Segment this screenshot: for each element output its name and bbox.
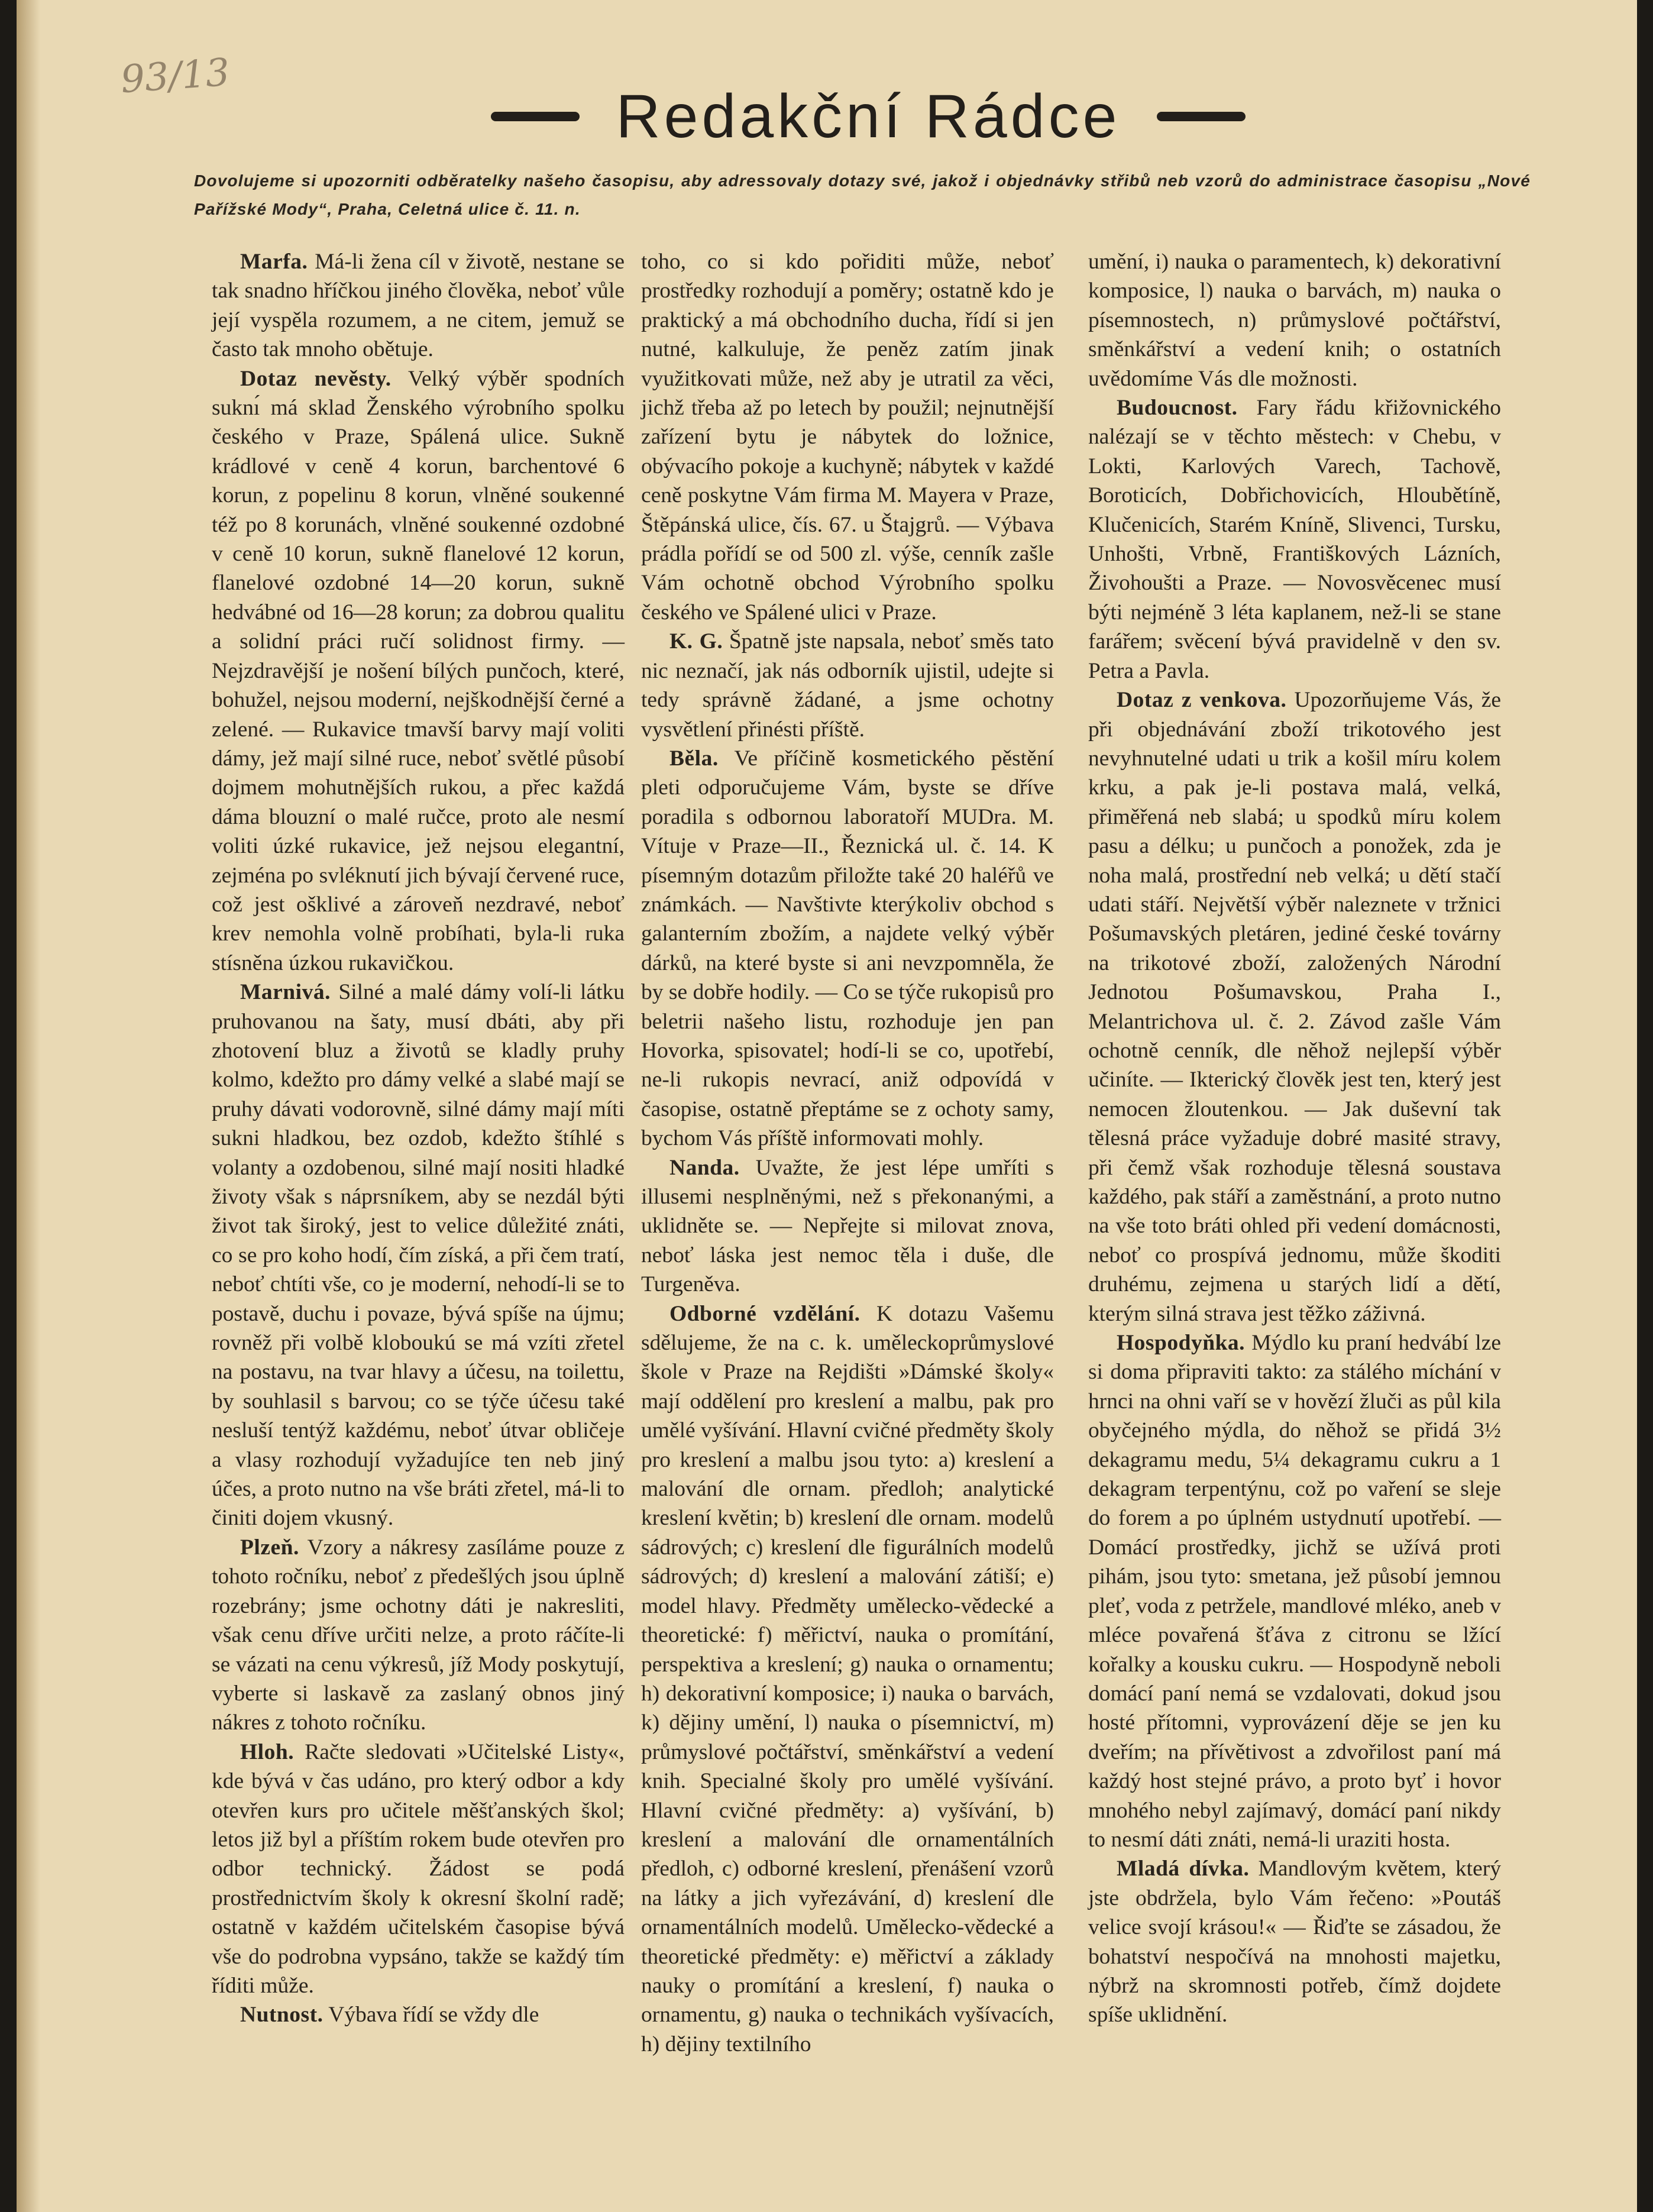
answer-paragraph	[212, 978, 625, 1533]
answer-paragraph	[1088, 247, 1501, 393]
answer-paragraph	[641, 1299, 1054, 2059]
answer-heading: Hloh.	[240, 1739, 295, 1764]
column-1	[212, 247, 625, 2030]
answer-heading: K. G.	[669, 629, 723, 654]
answer-heading: Nutnost.	[240, 2003, 324, 2027]
handwritten-page-mark: 93/13	[119, 50, 231, 102]
answer-paragraph	[212, 364, 625, 978]
answer-heading: Dotaz z venkova.	[1117, 688, 1287, 713]
answer-text: Uvažte, že jest lépe umříti s illusemi nesplněnými, než s překonanými, a uklidněte se. — Nepřejte si milovat znova, neboť láska jest nemoc těla i duše, dle Turgeněva.	[641, 1155, 1054, 1297]
answer-heading: Hospodyňka.	[1117, 1331, 1246, 1356]
answer-text: Fary řádu křižovnického nalézají se v těchto městech: v Chebu, v Lokti, Karlových Varech, Tachově, Boroticích, Dobřichovicích, Hloubětíně, Klučenicích, Starém Kníně, Slivenci, Tursku, Unhošti, Vrbně, Františkových Lázních, Živohoušti a Praze. — Novosvěcenec musí býti nejméně 3 léta kaplanem, než-li se stane farářem; svěcení bývá pravidelně v den sv. Petra a Pavla.	[1088, 396, 1501, 683]
answer-heading: Plzeň.	[240, 1535, 299, 1560]
editorial-notice: Dovolujeme si upozorniti odběratelky našeho časopisu, aby adressovaly dotazy své, jakož i objednávky střibů neb vzorů do administrace časopisu „Nové Pařížské Mody“, Praha, Celetná ulice č. 11. n.	[194, 172, 1531, 218]
answer-text: Silné a malé dámy volí-li látku pruhovanou na šaty, musí dbáti, aby při zhotovení bluz a životů se kladly pruhy kolmo, kdežto pro dámy velké a slabé mají se pruhy dávati vodorovně, silné dámy mají míti sukni hladkou, bez ozdob, kdežto štíhlé s volanty a ozdobenou, silné mají nositi hladké životy však s náprsníkem, aby se nezdál býti život tak široký, jest to velice důležité znáti, co se pro koho hodí, čím získá, a při čem tratí, neboť chtíti vše, co je moderní, nehodí-li se to postavě, duchu i povaze, bývá spíše na újmu; rovněž při volbě kloboukú se má vzíti zřetel na postavu, na tvar hlavy a účesu, na toilettu, by souhlasil s barvou; co se týče účesu také nesluší tentýž každému, neboť útvar obličeje a vlasy rozhodují vyžadujíce ten neb jiný účes, a proto nutno na vše bráti zřetel, má-li to činiti dojem vkusný.	[212, 980, 625, 1531]
answer-paragraph	[212, 1533, 625, 1738]
answer-text: Má-li žena cíl v životě, nestane se tak snadno hříčkou jiného člověka, neboť vůle její vyspěla rozumem, a ne citem, jemuž se často tak mnoho obětuje.	[212, 250, 625, 362]
answer-text: toho, co si kdo pořiditi může, neboť prostředky rozhodují a poměry; ostatně kdo je praktický a má obchodního ducha, řídí si jen nutné, kalkuluje, že peněz zatím jinak využitkovati může, než aby je utratil za věci, jichž třeba až po letech by použil; nejnutnější zařízení bytu je nábytek do ložnice, obývacího pokoje a kuchyně; nábytek v každé ceně poskytne Vám firma M. Mayera v Praze, Štěpánská ulice, čís. 67. u Štajgrů. — Výbava prádla pořídí se od 500 zl. výše, cenník zašle Vám ochotně obchod Výrobního spolku českého ve Spálené ulici v Praze.	[641, 250, 1054, 625]
answer-text: K dotazu Vašemu sdělujeme, že na c. k. uměleckoprůmyslové škole v Praze na Rejdišti »Dámské školy« mají oddělení pro kreslení a malbu, pak pro umělé vyšívání. Hlavní cvičné předměty školy pro kreslení a malbu jsou tyto: a) kreslení a malování dle ornam. předloh; analytické kreslení květin; b) kreslení dle ornam. modelů sádrových; c) kreslení dle figurálních modelů sádrových; d) kreslení a malování zátiší; e) model hlavy. Předměty umělecko-vědecké a theoretické: f) měřictví, nauka o promítání, perspektiva a kreslení; g) nauka o ornamentu; h) dekorativní komposice; i) nauka o barvách, k) dějiny umění, l) nauka o písemnictví, m) průmyslové počtářství, směnkářství a vedení knih. Specialné školy pro umělé vyšívání. Hlavní cvičné předměty: a) vyšívání, b) kreslení a malování dle ornamentálních předloh, c) odborné kreslení, přenášení vzorů na látky a jich vyřezávání, d) kreslení dle ornamentálních modelů. Umělecko-vědecké a theoretické předměty: e) měřictví a základy nauky o promítání a kreslení, f) nauka o ornamentu, g) nauka o technikách vyšívacích, h) dějiny textilního	[641, 1301, 1054, 2056]
answer-heading: Mladá dívka.	[1117, 1857, 1250, 1881]
title-rule-right	[1157, 112, 1246, 121]
answer-paragraph	[641, 247, 1054, 627]
answer-heading: Odborné vzdělání.	[669, 1301, 861, 1326]
answer-heading: Běla.	[669, 746, 719, 771]
page-title: Redakční Rádce	[616, 82, 1121, 151]
answer-heading: Nanda.	[669, 1155, 740, 1180]
page-binding-edge	[17, 0, 40, 2212]
answer-text: Mýdlo ku praní hedvábí lze si doma připraviti takto: za stálého míchání v hrnci na ohni vaří se v hovězí žluči as půl kila obyčejného mýdla, do něhož se přidá 3½ dekagramu medu, 5¼ dekagramu cukru a 1 dekagram terpentýnu, což po vaření se sleje do forem a po úplném ustydnutí upotřebí. — Domácí prostředky, jichž se užívá proti pihám, jsou tyto: smetana, jež působí jemnou pleť, voda z petržele, mandlové mléko, aneb v mléce povařená šťáva z citronu se lžící kořalky a kousku cukru. — Hospodyně neboli domácí paní nemá se vzdalovati, dokud jsou hosté přítomni, vyprovázení děje se jen ku dveřím; na přívětivost a zdvořilost paní má každý host stejné právo, a proto byť i hovor mnohého nebyl zajímavý, domácí paní nikdy to nesmí dáti znáti, nemá-li uraziti hosta.	[1088, 1331, 1501, 1852]
answer-text: Špatně jste napsala, neboť směs tato nic neznačí, jak nás odborník ujistil, udejte si tedy správně žádané, a jsme ochotny vysvětlení přinésti příště.	[641, 629, 1054, 742]
answer-paragraph	[212, 2000, 625, 2029]
answer-text: umění, i) nauka o paramentech, k) dekorativní komposice, l) nauka o barvách, m) nauka o písemnostech, n) průmyslové počtářství, směnkářství a vedení knih; o ostatních uvědomíme Vás dle možnosti.	[1088, 250, 1501, 391]
column-2	[641, 247, 1054, 2059]
answer-text: Výbava řídí se vždy dle	[323, 2003, 539, 2027]
answer-paragraph	[641, 1153, 1054, 1299]
answer-heading: Dotaz nevěsty.	[240, 366, 392, 391]
answer-text: Velký výběr spodních suknı́ má sklad Ženského výrobního spolku českého v Praze, Spálená ulice. Sukně krádlové v ceně 4 korun, barchentové 6 korun, z popelinu 8 korun, vlněné soukenné též po 8 korunách, vlněné soukenné ozdobné v ceně 10 korun, sukně flanelové 12 korun, flanelové ozdobné 14—20 korun, sukně hedvábné od 16—28 korun; za dobrou qualitu a solidní práci ručí solidnost firmy. — Nejzdravější je nošení bílých punčoch, které, bohužel, nejsou moderní, nejškodnější černé a zelené. — Rukavice tmavší barvy mají voliti dámy, jež mají silné ruce, neboť světlé působí dojmem mohutnějších rukou, a přec každá dáma blouzní o malé ručce, proto ale nesmí voliti úzké rukavice, jež nejsou elegantní, zejména po svléknutí jich bývají červené ruce, což jest ošklivé a zároveň nezdravé, neboť krev nemohla volně probíhati, byla-li ruka stísněna úzkou rukavičkou.	[212, 366, 625, 975]
answer-paragraph	[212, 1738, 625, 2001]
answer-paragraph	[641, 627, 1054, 744]
answer-text: Račte sledovati »Učitelské Listy«, kde bývá v čas udáno, pro který odbor a kdy otevřen kurs pro učitele měšťanských škol; letos již byl a příštím rokem bude otevřen pro odbor technický. Žádost se podá prostřednictvím školy k okresní školní radě; ostatně v každém učitelském časopise bývá vše do podrobna vypsáno, takže se každý tím říditi může.	[212, 1739, 625, 1998]
answer-heading: Budoucnost.	[1117, 396, 1238, 421]
answer-paragraph	[1088, 393, 1501, 685]
answer-text: Mandlovým květem, který jste obdržela, bylo Vám řečeno: »Poutáš velice svojí krásou!« — Řiďte se zásadou, že bohatství nespočívá na mnohosti majetku, nýbrž na skromnosti potřeb, čímž dojdete spíše uklidnění.	[1088, 1857, 1501, 2027]
answer-text: Ve příčině kosmetického pěstění pleti odporučujeme Vám, byste se dříve poradila s odbornou laboratoří MUDra. M. Vítuje v Praze—II., Řeznická ul. č. 14. K písemným dotazům přiložte také 20 haléřů ve známkách. — Navštivte kterýkoliv obchod s galanterním zbožím, a najdete velký výběr dárků, na které byste si ani nevzpomněla, že by se dobře hodily. — Co se týče rukopisů pro beletrii našeho listu, rozhoduje jen pan Hovorka, spisovatel; hodí-li se co, upotřebí, ne-li rukopis nevrací, aniž odpovídá v časopise, ostatně přeptáme se z ochoty samy, bychom Vás příště informovati mohly.	[641, 746, 1054, 1151]
answer-paragraph	[1088, 1854, 1501, 2029]
answer-heading: Marfa.	[240, 250, 308, 274]
column-3	[1088, 247, 1501, 2030]
answer-text: Vzory a nákresy zasíláme pouze z tohoto ročníku, neboť z předešlých jsou úplně rozebrány; jsme ochotny dáti je nakresliti, však cenu dříve určiti nelze, a proto ráčíte-li se vázati na cenu výkresů, jíž Mody poskytují, vyberte si laskavě za zaslaný obnos jiný nákres z tohoto ročníku.	[212, 1535, 625, 1735]
answer-paragraph	[1088, 1328, 1501, 1854]
answer-text: Upozorňujeme Vás, že při objednávání zboží trikotového jest nevyhnutelné udati u trik a košil míru kolem krku, a pak je-li postava malá, velká, přiměřená neb slabá; u spodků míru kolem pasu a délku; u punčoch a ponožek, zda je noha malá, prostřední neb velká; u dětí stačí udati stáří. Největší výběr naleznete v tržnici Pošumavských pletáren, jediné české továrny na trikotové zboží, založených Národní Jednotou Pošumavskou, Praha I., Melantrichova ul. č. 2. Závod zašle Vám ochotně cenník, dle něhož nejlepší výběr učiníte. — Ikterický člověk jest ten, který jest nemocen žloutenkou. — Jak duševní tak tělesná práce vyžaduje dobré masité stravy, při čemž však rozhoduje tělesná soustava každého, pak stáří a zaměstnání, a proto nutno na vše toto bráti ohled při vedení domácnosti, neboť co prospívá jednomu, může škoditi druhému, zejmena u starých lidí a dětí, kterým silná strava jest těžko záživná.	[1088, 688, 1501, 1326]
answer-heading: Marnivá.	[240, 980, 331, 1005]
answer-paragraph	[212, 247, 625, 364]
magazine-page	[17, 0, 1637, 2212]
answer-paragraph	[641, 744, 1054, 1153]
title-rule-left	[491, 112, 580, 121]
header	[454, 78, 1282, 155]
answer-paragraph	[1088, 685, 1501, 1328]
